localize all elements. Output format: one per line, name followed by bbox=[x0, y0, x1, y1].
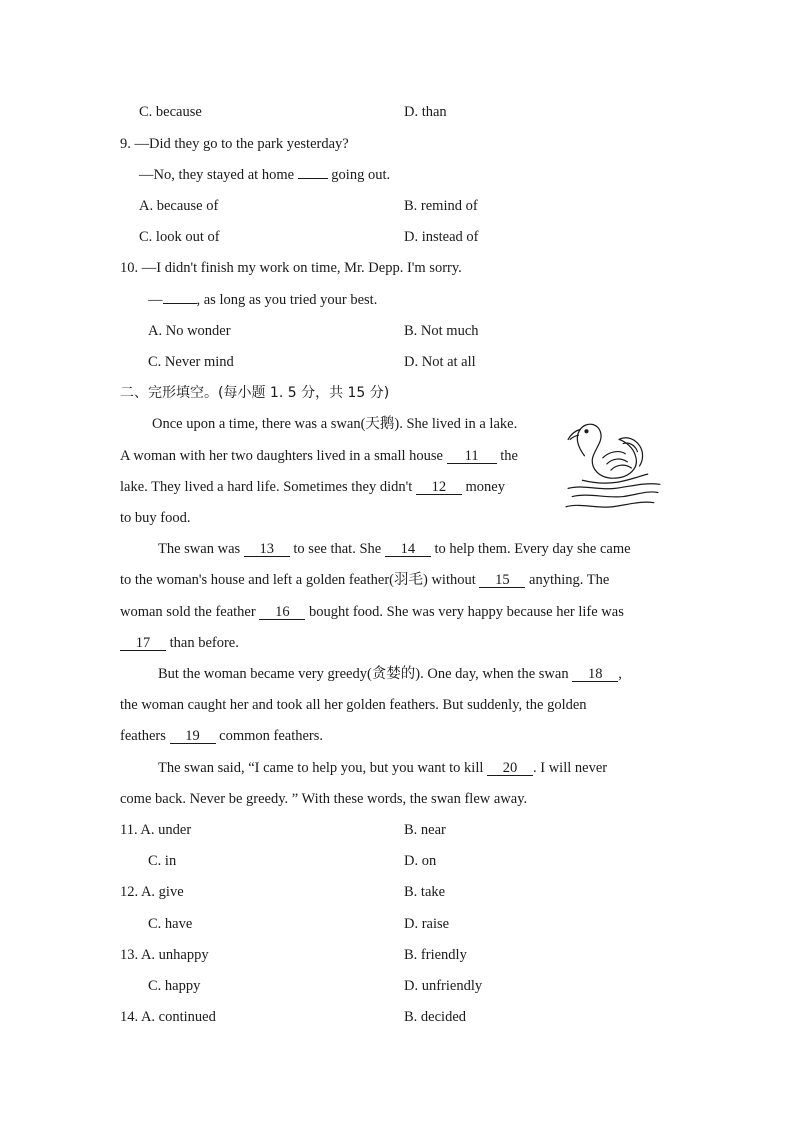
passage-line bbox=[120, 603, 624, 621]
option-d: D. Not at all bbox=[404, 354, 476, 370]
passage-line bbox=[120, 727, 323, 745]
question-option: 11. A. under bbox=[120, 822, 192, 838]
question-option: B. friendly bbox=[404, 947, 467, 963]
question-option: C. happy bbox=[148, 978, 201, 994]
option-b: B. Not much bbox=[404, 323, 479, 339]
blank-18: 18 bbox=[572, 667, 618, 682]
passage-text: , bbox=[618, 666, 622, 682]
question-option: D. raise bbox=[404, 916, 450, 932]
passage-text: . I will never bbox=[533, 760, 608, 776]
question-option: D. on bbox=[404, 853, 437, 869]
blank-12: 12 bbox=[416, 480, 462, 495]
passage-text: The swan was bbox=[158, 541, 241, 557]
blank-15: 15 bbox=[479, 573, 525, 588]
section-heading: 二、完形填空。(每小题 1. 5 分，共 15 分) bbox=[120, 385, 390, 401]
passage-line: the woman caught her and took all her golden feathers. But suddenly, the golden bbox=[120, 697, 587, 713]
passage-text: But the woman became very greedy(贪婪的). One day, when the swan bbox=[158, 666, 569, 682]
answer-text: — bbox=[148, 292, 163, 308]
question-9-stem: 9. —Did they go to the park yesterday? bbox=[120, 136, 349, 152]
question-option: B. decided bbox=[404, 1009, 467, 1025]
passage-text: to help them. Every day she came bbox=[434, 541, 631, 557]
question-option: B. take bbox=[404, 884, 446, 900]
answer-text: —No, they stayed at home bbox=[139, 167, 295, 183]
passage-line bbox=[120, 478, 505, 496]
answer-text: , as long as you tried your best. bbox=[196, 292, 378, 308]
passage-text: the bbox=[500, 448, 518, 464]
passage-line bbox=[158, 665, 622, 683]
question-option: 13. A. unhappy bbox=[120, 947, 209, 963]
passage-text: lake. They lived a hard life. Sometimes they didn't bbox=[120, 479, 413, 495]
answer-blank bbox=[298, 178, 328, 179]
question-option: C. have bbox=[148, 916, 193, 932]
passage-text: feathers bbox=[120, 728, 166, 744]
passage-line bbox=[158, 540, 631, 558]
passage-text: to see that. She bbox=[293, 541, 382, 557]
passage-text: A woman with her two daughters lived in a small house bbox=[120, 448, 443, 464]
passage-line bbox=[120, 634, 239, 652]
question-option: 12. A. give bbox=[120, 884, 184, 900]
option-d: D. instead of bbox=[404, 229, 479, 245]
passage-line bbox=[120, 447, 518, 465]
passage-text: woman sold the feather bbox=[120, 604, 256, 620]
passage-line: Once upon a time, there was a swan(天鹅). She lived in a lake. bbox=[152, 416, 518, 432]
option-c: C. Never mind bbox=[148, 354, 234, 370]
question-option: B. near bbox=[404, 822, 446, 838]
passage-text: to the woman's house and left a golden feather(羽毛) without bbox=[120, 572, 476, 588]
question-option: C. in bbox=[148, 853, 177, 869]
passage-text: common feathers. bbox=[219, 728, 324, 744]
passage-text: The swan said, “I came to help you, but you want to kill bbox=[158, 760, 484, 776]
question-option: D. unfriendly bbox=[404, 978, 483, 994]
blank-13: 13 bbox=[244, 542, 290, 557]
passage-line bbox=[120, 571, 609, 589]
passage-text: bought food. She was very happy because her life was bbox=[308, 604, 624, 620]
blank-17: 17 bbox=[120, 636, 166, 651]
question-option: 14. A. continued bbox=[120, 1009, 216, 1025]
passage-line bbox=[158, 759, 607, 777]
option-c: C. look out of bbox=[139, 229, 220, 245]
blank-16: 16 bbox=[259, 605, 305, 620]
swan-illustration bbox=[562, 416, 664, 520]
blank-14: 14 bbox=[385, 542, 431, 557]
answer-blank bbox=[163, 303, 197, 304]
option-a: A. No wonder bbox=[148, 323, 231, 339]
question-9-answer bbox=[139, 166, 390, 184]
option-a: A. because of bbox=[139, 198, 219, 214]
blank-11: 11 bbox=[447, 449, 497, 464]
passage-text: anything. The bbox=[529, 572, 610, 588]
blank-19: 19 bbox=[170, 729, 216, 744]
option-d: D. than bbox=[404, 104, 447, 120]
passage-line: come back. Never be greedy. ” With these words, the swan flew away. bbox=[120, 791, 528, 807]
option-c: C. because bbox=[139, 104, 202, 120]
passage-text: money bbox=[465, 479, 505, 495]
question-10-stem: 10. —I didn't finish my work on time, Mr. Depp. I'm sorry. bbox=[120, 260, 462, 276]
answer-text: going out. bbox=[331, 167, 391, 183]
passage-line: to buy food. bbox=[120, 510, 191, 526]
question-10-answer bbox=[148, 291, 377, 309]
blank-20: 20 bbox=[487, 761, 533, 776]
option-b: B. remind of bbox=[404, 198, 478, 214]
passage-text: than before. bbox=[169, 635, 239, 651]
